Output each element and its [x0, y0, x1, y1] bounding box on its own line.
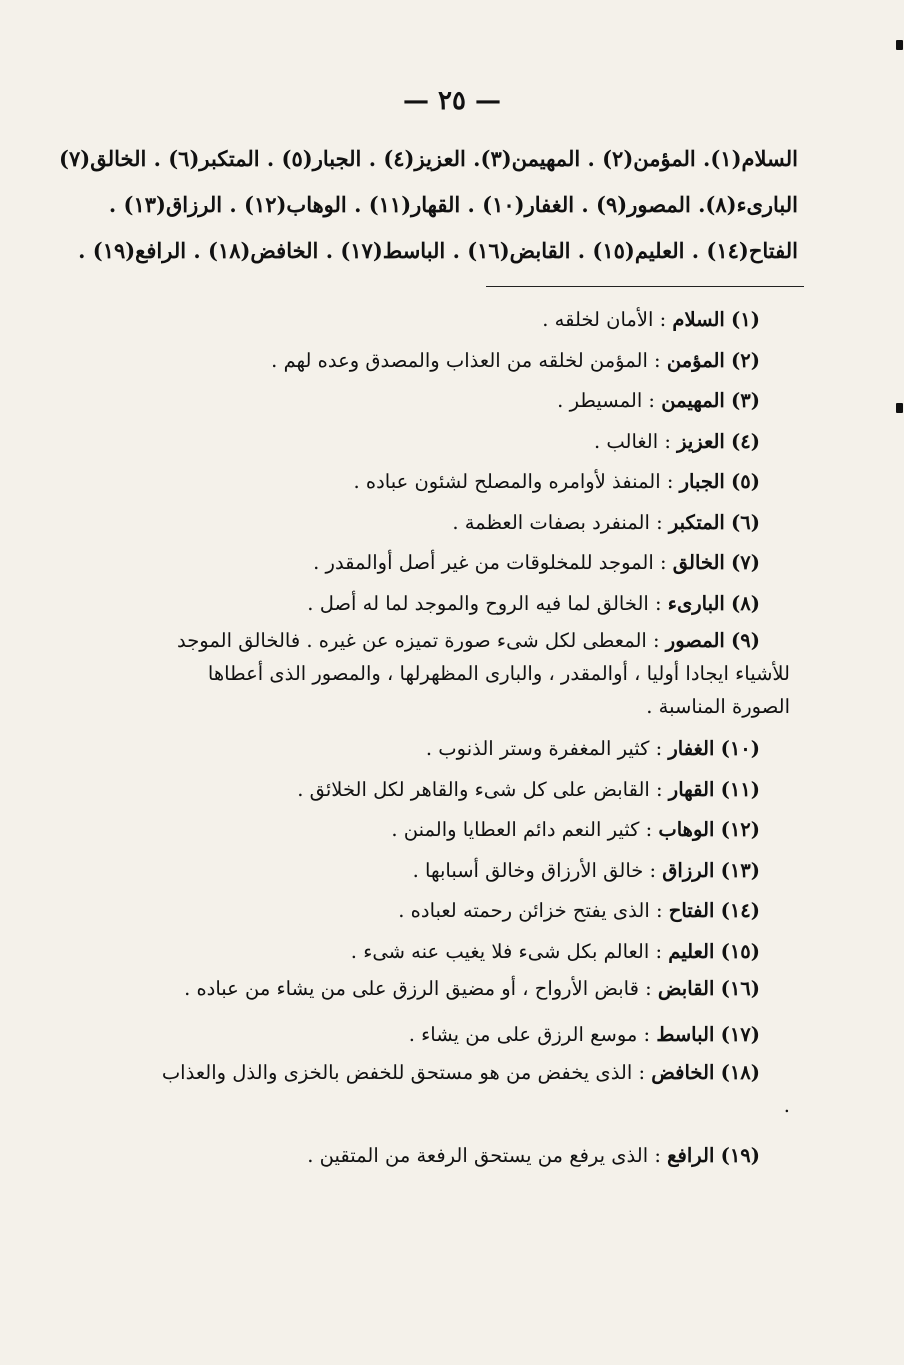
footnote-number: (٢) — [731, 348, 760, 372]
footnote-number: (٤) — [731, 429, 760, 453]
footnote-number: (١٨) — [720, 1060, 760, 1084]
footnote-term: القهار — [668, 777, 715, 801]
footnote-text: : كثير النعم دائم العطايا والمنن . — [391, 818, 653, 841]
footnote-term: الوهاب — [658, 818, 715, 841]
footnote-number: (١٦) — [720, 977, 760, 1000]
footnote-text: : الذى يفتح خزائن رحمته لعباده . — [398, 899, 663, 922]
footnote-number: (٥) — [731, 470, 760, 493]
footnote-number: (١٢) — [720, 818, 760, 841]
footnote-term: المؤمن — [666, 348, 725, 372]
footnote-number: (٨) — [731, 591, 760, 615]
margin-mark-icon — [896, 40, 903, 50]
footnote-text: : الذى يرفع من يستحق الرفعة من المتقين . — [307, 1143, 661, 1167]
footnote-text: : المعطى لكل شىء صورة تميزه عن غيره . فالخالق الموجد للأشياء ايجادا أوليا ، أوالمقدر ، والبارى المظهرلها ، والمصور الذى أعطاها الصورة المناسبة . — [177, 629, 790, 718]
footnote-number: (١١) — [720, 777, 760, 801]
footnote-text: : كثير المغفرة وستر الذنوب . — [425, 737, 663, 760]
footnote — [150, 770, 790, 811]
footnote-term: العزيز — [677, 429, 725, 453]
footnote — [150, 543, 790, 584]
footnote-number: (٩) — [731, 629, 760, 652]
footnote-term: الرافع — [667, 1143, 715, 1167]
names-line: البارىء(٨). المصور(٩) . الغفار(١٠) . القهار(١١) . الوهاب(١٢) . الرزاق(١٣) . — [108, 192, 798, 217]
footnote-number: (١٩) — [720, 1143, 760, 1167]
footnote-term: العليم — [668, 939, 715, 963]
footnote-number: (٧) — [731, 551, 760, 574]
footnote-text: : الغالب . — [593, 429, 671, 453]
footnote-term: الخالق — [672, 551, 725, 574]
footnote — [150, 341, 790, 382]
footnote-text: : موسع الرزق على من يشاء . — [408, 1023, 651, 1046]
footnote-text: : الموجد للمخلوقات من غير أصل أوالمقدر . — [313, 551, 667, 574]
footnote — [150, 972, 790, 1005]
footnote-term: البارىء — [667, 591, 725, 615]
footnote — [150, 932, 790, 973]
footnote — [150, 462, 790, 503]
footnote — [150, 422, 790, 463]
margin-mark-icon — [896, 403, 903, 413]
footnote-number: (١٤) — [720, 899, 760, 922]
footnote-number: (١٥) — [720, 939, 760, 963]
footnote-term: الباسط — [656, 1023, 715, 1046]
footnote-number: (١) — [731, 308, 760, 331]
footnote-text: : المؤمن لخلقه من العذاب والمصدق وعده لهم . — [271, 348, 661, 372]
footnote-term: المهيمن — [661, 389, 725, 412]
footnote-term: الخافض — [651, 1060, 715, 1084]
footnote-term: السلام — [672, 308, 725, 331]
footnote-separator — [486, 286, 804, 287]
footnote-text: : المسيطر . — [557, 389, 656, 412]
page-number: — ٢٥ — — [402, 86, 502, 116]
footnote — [150, 300, 790, 341]
footnote — [150, 891, 790, 932]
footnote — [150, 810, 790, 851]
footnote — [150, 1056, 790, 1122]
footnote-number: (٣) — [731, 389, 760, 412]
footnote-text: : خالق الأرزاق وخالق أسبابها . — [412, 858, 657, 882]
footnote-term: القابض — [657, 977, 715, 1000]
footnote — [150, 729, 790, 770]
footnote — [150, 503, 790, 544]
footnote-text: : العالم بكل شىء فلا يغيب عنه شىء . — [350, 939, 663, 963]
footnote-text: : الأمان لخلقه . — [542, 308, 667, 331]
footnote-text: : المنفرد بصفات العظمة . — [452, 510, 663, 534]
footnote — [150, 584, 790, 625]
footnote-term: الغفار — [668, 737, 715, 760]
footnote-text: : قابض الأرواح ، أو مضيق الرزق على من يشاء من عباده . — [184, 977, 652, 1000]
footnote-number: (٦) — [731, 510, 760, 534]
footnote-text: : القابض على كل شىء والقاهر لكل الخلائق . — [297, 777, 663, 801]
footnote-text: : الذى يخفض من هو مستحق للخفض بالخزى والذل والعذاب . — [161, 1060, 790, 1117]
footnote-term: المصور — [665, 629, 725, 652]
footnote-number: (١٣) — [720, 858, 760, 882]
footnote — [150, 1015, 790, 1056]
footnote-number: (١٧) — [720, 1023, 760, 1046]
footnotes — [150, 300, 790, 1176]
footnote-term: الفتاح — [668, 899, 715, 922]
footnote — [150, 851, 790, 892]
footnote — [150, 624, 820, 723]
footnote — [150, 381, 790, 422]
divine-names-list — [59, 136, 798, 274]
footnote — [150, 1136, 790, 1177]
footnote-text: : المنفذ لأوامره والمصلح لشئون عباده . — [353, 470, 674, 493]
footnote-term: الجبار — [679, 470, 725, 493]
names-line: السلام(١). المؤمن(٢) . المهيمن(٣). العزيز(٤) . الجبار(٥) . المتكبر(٦) . الخالق(٧) — [59, 146, 798, 171]
names-line: الفتاح(١٤) . العليم(١٥) . القابض(١٦) . الباسط(١٧) . الخافض(١٨) . الرافع(١٩) . — [78, 238, 798, 263]
footnote-term: المتكبر — [668, 510, 725, 534]
footnote-term: الرزاق — [662, 858, 715, 882]
footnote-number: (١٠) — [720, 737, 760, 760]
footnote-text: : الخالق لما فيه الروح والموجد لما له أصل . — [307, 591, 662, 615]
